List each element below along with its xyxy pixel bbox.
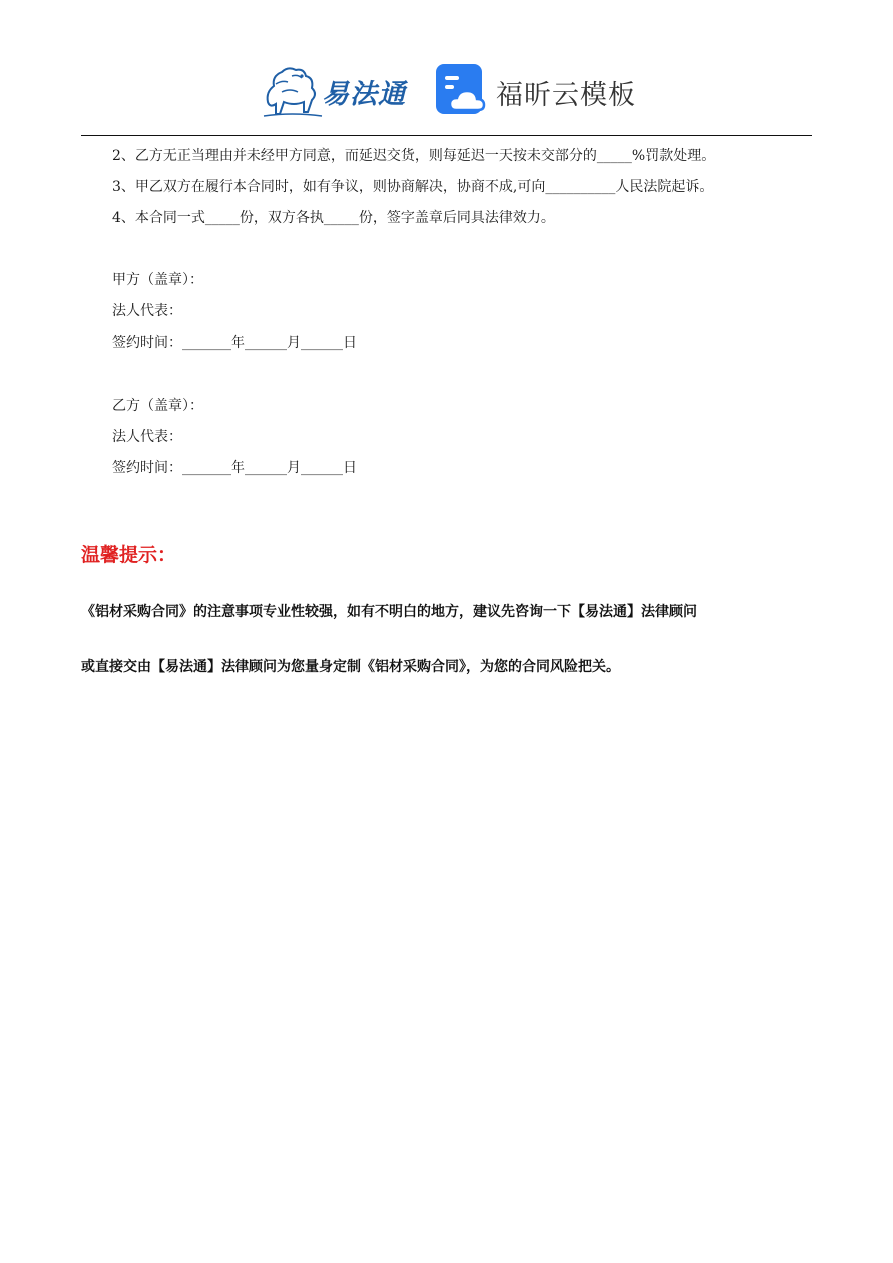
cloud-document-icon	[436, 64, 488, 118]
party-a-sign-date: 签约时间：_______年______月______日	[112, 335, 357, 351]
party-b-seal: 乙方（盖章）：	[112, 398, 203, 414]
clause-3: 3、甲乙双方在履行本合同时，如有争议，则协商解决，协商不成,可向__________人民法院起诉。	[112, 179, 714, 195]
party-a-seal: 甲方（盖章）：	[112, 272, 203, 288]
tips-line-2: 或直接交由【易法通】法律顾问为您量身定制《铝材采购合同》，为您的合同风险把关。	[81, 659, 620, 675]
party-a-representative: 法人代表：	[112, 303, 182, 319]
party-b-representative: 法人代表：	[112, 429, 182, 445]
qilin-icon	[262, 62, 324, 120]
yifatong-logo-text: 易法通	[322, 79, 406, 110]
yifatong-logo	[262, 62, 412, 120]
clause-2: 2、乙方无正当理由并未经甲方同意，而延迟交货，则每延迟一天按未交部分的_____%罚款处理。	[112, 148, 716, 164]
page-header	[0, 0, 893, 136]
fuxin-logo-text: 福昕云模板	[496, 80, 636, 111]
clause-4: 4、本合同一式_____份，双方各执_____份，签字盖章后同具法律效力。	[112, 210, 555, 226]
header-divider	[81, 135, 812, 136]
tips-line-1: 《铝材采购合同》的注意事项专业性较强，如有不明白的地方，建议先咨询一下【易法通】法律顾问	[81, 604, 697, 620]
fuxin-logo	[436, 64, 636, 118]
party-b-sign-date: 签约时间：_______年______月______日	[112, 460, 357, 476]
tips-title: 温馨提示：	[81, 544, 177, 566]
